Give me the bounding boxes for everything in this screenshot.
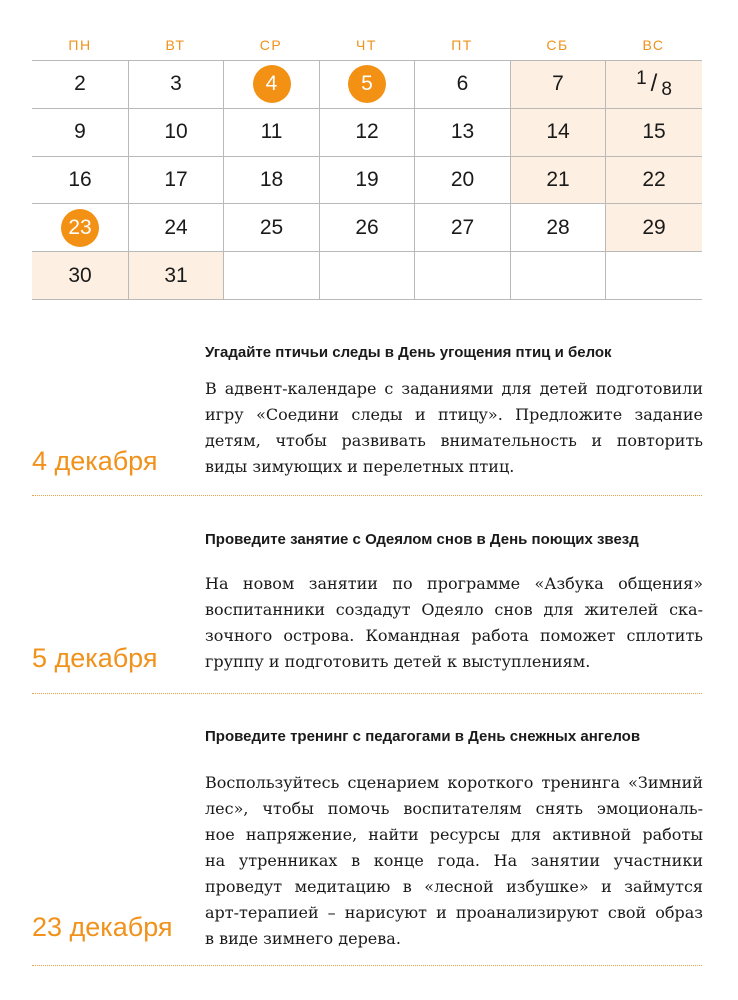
event-date: 4 декабря	[32, 446, 158, 476]
event-date: 5 декабря	[32, 643, 158, 673]
calendar-day-cell	[414, 157, 510, 204]
calendar-day-cell	[223, 61, 319, 108]
weekday-label: ВС	[642, 37, 665, 53]
calendar-day-cell	[32, 61, 128, 108]
calendar-grid	[32, 60, 702, 300]
calendar-empty-cell	[319, 252, 414, 299]
event-description-line: на утренниках в конце года. На занятии участники	[205, 851, 703, 870]
calendar-day-cell	[414, 109, 510, 156]
event-description-line: В адвент-календаре с заданиями для детей подготовили	[205, 379, 703, 398]
calendar-day-cell	[128, 252, 223, 299]
calendar-empty-cell	[605, 252, 702, 299]
calendar-day-cell	[605, 109, 702, 156]
calendar-week-row	[32, 61, 702, 109]
calendar-day-cell	[128, 61, 223, 108]
calendar-empty-cell	[414, 252, 510, 299]
event-description	[205, 571, 703, 675]
calendar-day-cell	[32, 204, 128, 251]
calendar-day-cell	[319, 109, 414, 156]
weekday-label: СБ	[546, 37, 569, 53]
day-number: 24	[164, 215, 188, 239]
event-description-line: На новом занятии по программе «Азбука общения»	[205, 574, 703, 593]
weekday-label: ВТ	[165, 37, 186, 53]
day-number: 14	[546, 120, 570, 144]
day-number: 26	[355, 215, 379, 239]
calendar-day-cell	[319, 204, 414, 251]
day-number-separator: /	[650, 70, 658, 98]
calendar-day-cell	[605, 204, 702, 251]
calendar-day-cell	[510, 157, 605, 204]
day-number: 6	[456, 72, 469, 96]
calendar-empty-cell	[510, 252, 605, 299]
calendar-day-cell	[605, 61, 702, 108]
event-description-line: воспитанники создадут Одеяло снов для жителей ска-	[205, 600, 703, 619]
day-number-top: 1	[636, 68, 647, 90]
calendar-day-cell	[510, 109, 605, 156]
day-number: 19	[355, 167, 379, 191]
calendar-day-cell	[414, 204, 510, 251]
calendar-day-cell	[128, 157, 223, 204]
event-description-line: детям, чтобы развивать внимательность и повторить	[205, 431, 703, 450]
day-number: 7	[552, 72, 564, 96]
calendar-day-cell	[510, 204, 605, 251]
calendar-week-row	[32, 109, 702, 157]
event-description-line: арт-терапией – нарисуют и проанализируют свой образ	[205, 903, 703, 922]
event-description-line: проведут медитацию в «лесной избушке» и займутся	[205, 877, 703, 896]
calendar-day-cell	[32, 157, 128, 204]
event-title: Проведите занятие с Одеялом снов в День поющих звезд	[205, 531, 639, 548]
calendar-week-row	[32, 252, 702, 300]
calendar-day-cell	[319, 157, 414, 204]
calendar-day-cell	[319, 61, 414, 108]
event-title: Угадайте птичьи следы в День угощения птиц и белок	[205, 344, 612, 361]
day-number: 28	[546, 215, 570, 239]
weekday-label: ПТ	[451, 37, 473, 53]
day-number-bottom: 8	[661, 79, 672, 101]
day-number: 3	[170, 72, 182, 96]
calendar-day-cell	[414, 61, 510, 108]
day-number: 16	[68, 167, 92, 191]
calendar-day-cell	[223, 109, 319, 156]
day-number: 21	[546, 167, 570, 191]
calendar-day-cell	[32, 109, 128, 156]
weekday-header	[32, 30, 702, 60]
day-number: 25	[259, 215, 284, 239]
day-number: 11	[260, 120, 283, 144]
day-number: 31	[164, 263, 188, 287]
day-number: 18	[259, 167, 284, 191]
weekday-label: ЧТ	[356, 37, 377, 53]
calendar-empty-cell	[223, 252, 319, 299]
highlighted-day-number: 4	[253, 65, 291, 103]
day-number: 12	[355, 120, 379, 144]
event-description-line: зочного острова. Командная работа поможет сплотить	[205, 626, 703, 645]
event-description	[205, 770, 703, 952]
event-block-dec-4	[32, 300, 702, 496]
day-number: 20	[450, 167, 475, 191]
event-date: 23 декабря	[32, 912, 173, 942]
highlighted-day-number: 23	[61, 209, 99, 247]
event-description-line: в виде зимнего дерева.	[205, 929, 401, 948]
day-number: 10	[164, 120, 188, 144]
event-block-dec-5	[32, 496, 702, 694]
day-number: 22	[642, 167, 666, 191]
day-number: 27	[450, 215, 475, 239]
event-description-line: виды зимующих и перелетных птиц.	[205, 457, 515, 476]
day-number: 15	[642, 120, 666, 144]
calendar-day-cell	[605, 157, 702, 204]
event-block-dec-23	[32, 694, 702, 966]
calendar-day-cell	[128, 109, 223, 156]
event-title: Проведите тренинг с педагогами в День снежных ангелов	[205, 728, 641, 745]
highlighted-day-number: 5	[348, 65, 386, 103]
day-number: 13	[450, 120, 475, 144]
event-description-line: лес», чтобы помочь воспитателям снять эмоциональ-	[205, 799, 703, 818]
calendar-day-cell	[223, 157, 319, 204]
event-description-line: игру «Соедини следы и птицу». Предложите задание	[205, 405, 703, 424]
calendar	[32, 30, 702, 300]
calendar-day-cell	[32, 252, 128, 299]
calendar-day-cell	[128, 204, 223, 251]
day-number: 17	[164, 167, 188, 191]
event-description	[205, 376, 703, 480]
day-number: 9	[74, 120, 86, 144]
day-number: 30	[68, 263, 92, 287]
weekday-label: ПН	[68, 37, 92, 53]
day-number: 29	[642, 215, 666, 239]
event-description-line: Воспользуйтесь сценарием короткого тренинга «Зимний	[205, 773, 703, 792]
calendar-day-cell	[223, 204, 319, 251]
event-description-line: группу и подготовить детей к выступлениям.	[205, 652, 591, 671]
day-number: 2	[74, 72, 86, 96]
calendar-week-row	[32, 204, 702, 252]
weekday-label: СР	[259, 37, 283, 53]
calendar-week-row	[32, 157, 702, 205]
event-description-line: ное напряжение, найти ресурсы для активной работы	[205, 825, 703, 844]
calendar-day-cell	[510, 61, 605, 108]
